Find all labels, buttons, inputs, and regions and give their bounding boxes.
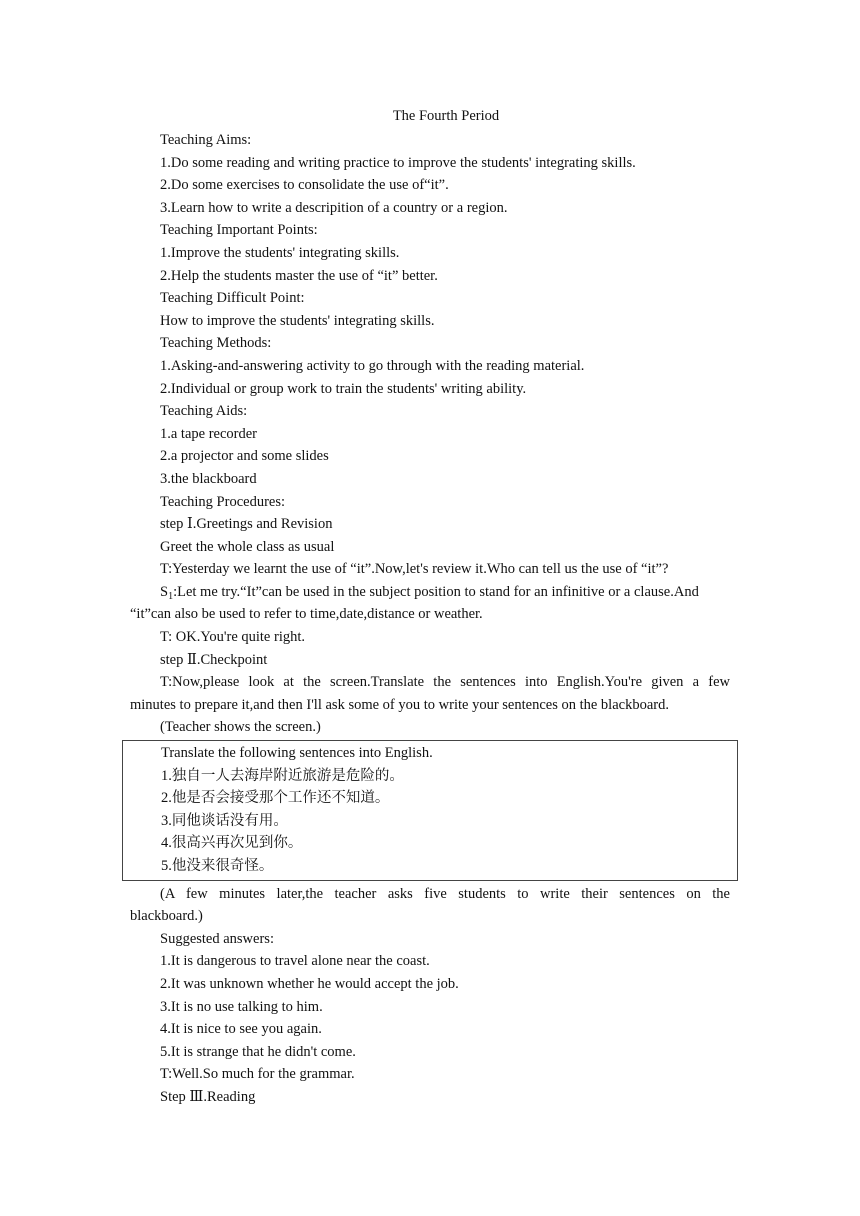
important-item: 2.Help the students master the use of “it” better. xyxy=(160,267,438,284)
screen-exercise-box xyxy=(122,740,738,881)
aids-item: 1.a tape recorder xyxy=(160,425,258,442)
step-heading: step Ⅰ.Greetings and Revision xyxy=(160,516,333,533)
answer-item: 2.It was unknown whether he would accept the job. xyxy=(160,975,459,992)
suggested-heading: Suggested answers: xyxy=(160,930,274,947)
box-item: 4.很高兴再次见到你。 xyxy=(161,835,303,852)
answer-item: 4.It is nice to see you again. xyxy=(160,1021,322,1038)
aids-item: 3.the blackboard xyxy=(160,470,257,487)
aims-heading: Teaching Aims: xyxy=(160,132,252,148)
speaker-label: S xyxy=(160,583,169,600)
answer-item: 1.It is dangerous to travel alone near the coast. xyxy=(160,953,430,970)
box-item: 5.他没来很奇怪。 xyxy=(161,858,274,874)
student-line xyxy=(130,581,730,604)
important-item: 1.Improve the students' integrating skills. xyxy=(160,244,400,261)
difficult-heading: Teaching Difficult Point: xyxy=(160,290,305,307)
step-heading: step Ⅱ.Checkpoint xyxy=(160,651,268,668)
procedure-text: Greet the whole class as usual xyxy=(160,538,335,555)
teacher-line: T:Now,please look at the screen.Translate the sentences into English.You're given a few xyxy=(160,674,730,691)
page-title: The Fourth Period xyxy=(392,108,500,124)
aims-item: 1.Do some reading and writing practice to improve the students' integrating skills. xyxy=(160,154,636,171)
teacher-line-continued: minutes to prepare it,and then I'll ask some of you to write your sentences on the blackboard. xyxy=(130,696,669,713)
teacher-line: T:Well.So much for the grammar. xyxy=(160,1066,355,1083)
important-heading: Teaching Important Points: xyxy=(160,222,318,239)
procedure-text-continued: blackboard.) xyxy=(130,908,203,925)
box-item: 2.他是否会接受那个工作还不知道。 xyxy=(161,790,390,807)
procedure-text: (A few minutes later,the teacher asks five students to write their sentences on the xyxy=(160,885,730,902)
aims-item: 2.Do some exercises to consolidate the use of“it”. xyxy=(160,177,449,194)
box-heading: Translate the following sentences into English. xyxy=(161,745,433,762)
box-item: 1.独自一人去海岸附近旅游是危险的。 xyxy=(161,767,404,784)
student-text: :Let me try.“It”can be used in the subject position to stand for an infinitive or a clause.And xyxy=(173,583,699,600)
document-body xyxy=(130,129,730,1109)
teacher-line: T:Yesterday we learnt the use of “it”.Now,let's review it.Who can tell us the use of “it”? xyxy=(160,561,669,578)
answer-item: 5.It is strange that he didn't come. xyxy=(160,1043,356,1060)
teacher-line: T: OK.You're quite right. xyxy=(160,629,306,646)
answer-item: 3.It is no use talking to him. xyxy=(160,998,323,1015)
methods-item: 2.Individual or group work to train the students' writing ability. xyxy=(160,380,527,397)
student-line-continued: “it”can also be used to refer to time,date,distance or weather. xyxy=(130,606,483,623)
aids-item: 2.a projector and some slides xyxy=(160,448,329,465)
speaker-subscript: 1 xyxy=(168,590,174,602)
step-heading: Step Ⅲ.Reading xyxy=(160,1088,256,1105)
methods-item: 1.Asking-and-answering activity to go through with the reading material. xyxy=(160,357,585,374)
aids-heading: Teaching Aids: xyxy=(160,403,248,420)
methods-heading: Teaching Methods: xyxy=(160,335,272,352)
procedures-heading: Teaching Procedures: xyxy=(160,493,286,510)
aims-item: 3.Learn how to write a descripition of a country or a region. xyxy=(160,199,508,216)
box-item: 3.同他谈话没有用。 xyxy=(161,812,288,829)
procedure-text: (Teacher shows the screen.) xyxy=(160,719,321,736)
difficult-text: How to improve the students' integrating skills. xyxy=(160,312,435,329)
